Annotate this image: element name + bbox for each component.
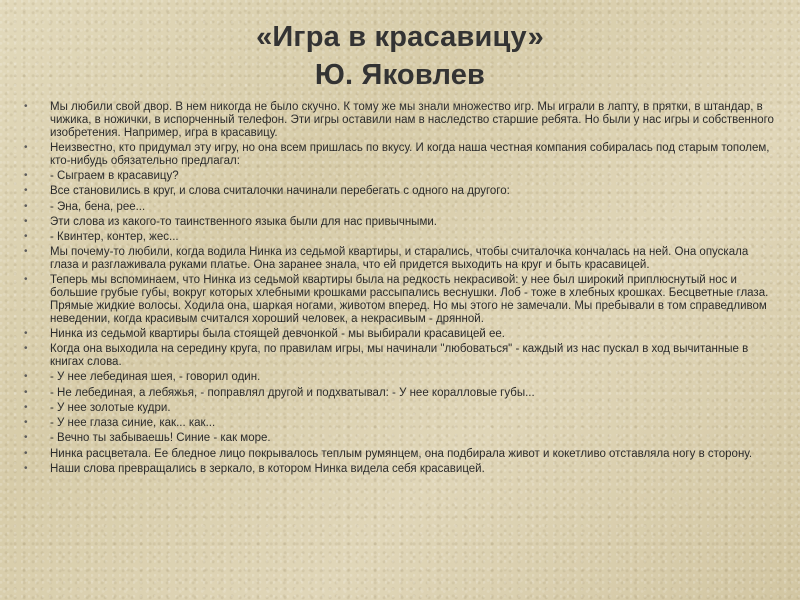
paragraph: • - Не лебединая, а лебяжья, - поправлял другой и подхватывал: - У нее коралловые губы... (50, 387, 778, 400)
slide-title (0, 18, 800, 94)
paragraph: • Все становились в круг, и слова считалочки начинали перебегать с одного на другого: (50, 185, 778, 198)
paragraph: • - Эна, бена, рее... (50, 201, 778, 214)
paragraph: • - У нее лебединая шея, - говорил один. (50, 371, 778, 384)
paragraph: • - Сыграем в красавицу? (50, 170, 778, 183)
paragraph: • Неизвестно, кто придумал эту игру, но она всем пришлась по вкусу. И когда наша честная компания собиралась под старым тополем, кто-нибудь обязательно предлагал: (50, 142, 778, 168)
title-line-1: «Игра в красавицу» (256, 21, 544, 53)
paragraph: • Мы почему-то любили, когда водила Нинка из седьмой квартиры, и старались, чтобы считалочка кончалась на ней. Она опускала глаза и разглаживала руками платье. Она заранее знала, что ей придется выходить на круг и быть красавицей. (50, 246, 778, 272)
paragraph: • - У нее глаза синие, как... как... (50, 417, 778, 430)
paragraph: • Нинка из седьмой квартиры была стоящей девчонкой - мы выбирали красавицей ее. (50, 328, 778, 341)
paragraph: • Эти слова из какого-то таинственного языка были для нас привычными. (50, 216, 778, 229)
paragraph: • Теперь мы вспоминаем, что Нинка из седьмой квартиры была на редкость некрасивой: у нее был широкий приплюснутый нос и большие грубые губы, вокруг которых хлебными крошками рассыпались веснушки. Лоб - тоже в хлебных крошках. Бесцветные глаза. Прямые жидкие волосы. Ходила она, шаркая ногами, животом вперед. Но мы этого не замечали. Мы пребывали в том справедливом неведении, когда красивым считался хороший человек, а некрасивым - дрянной. (50, 274, 778, 326)
paragraph: • Мы любили свой двор. В нем никогда не было скучно. К тому же мы знали множество игр. Мы играли в лапту, в прятки, в штандар, в чижика, в ножички, в испорченный телефон. Эти игры оставили нам в наследство старшие ребята. Но были у нас игры и собственного изобретения. Например, игра в красавицу. (50, 101, 778, 140)
paragraph: • - Квинтер, контер, жес... (50, 231, 778, 244)
text-list (50, 101, 778, 478)
paragraph: • - Вечно ты забываешь! Синие - как море. (50, 432, 778, 445)
paragraph: • - У нее золотые кудри. (50, 402, 778, 415)
paragraph: • Когда она выходила на середину круга, по правилам игры, мы начинали "любоваться" - каждый из нас пускал в ход вычитанные в книгах слова. (50, 343, 778, 369)
paragraph: • Нинка расцветала. Ее бледное лицо покрывалось теплым румянцем, она подбирала живот и кокетливо отставляла ногу в сторону. (50, 448, 778, 461)
title-line-2: Ю. Яковлев (314, 59, 486, 91)
paragraph: • Наши слова превращались в зеркало, в котором Нинка видела себя красавицей. (50, 463, 778, 476)
